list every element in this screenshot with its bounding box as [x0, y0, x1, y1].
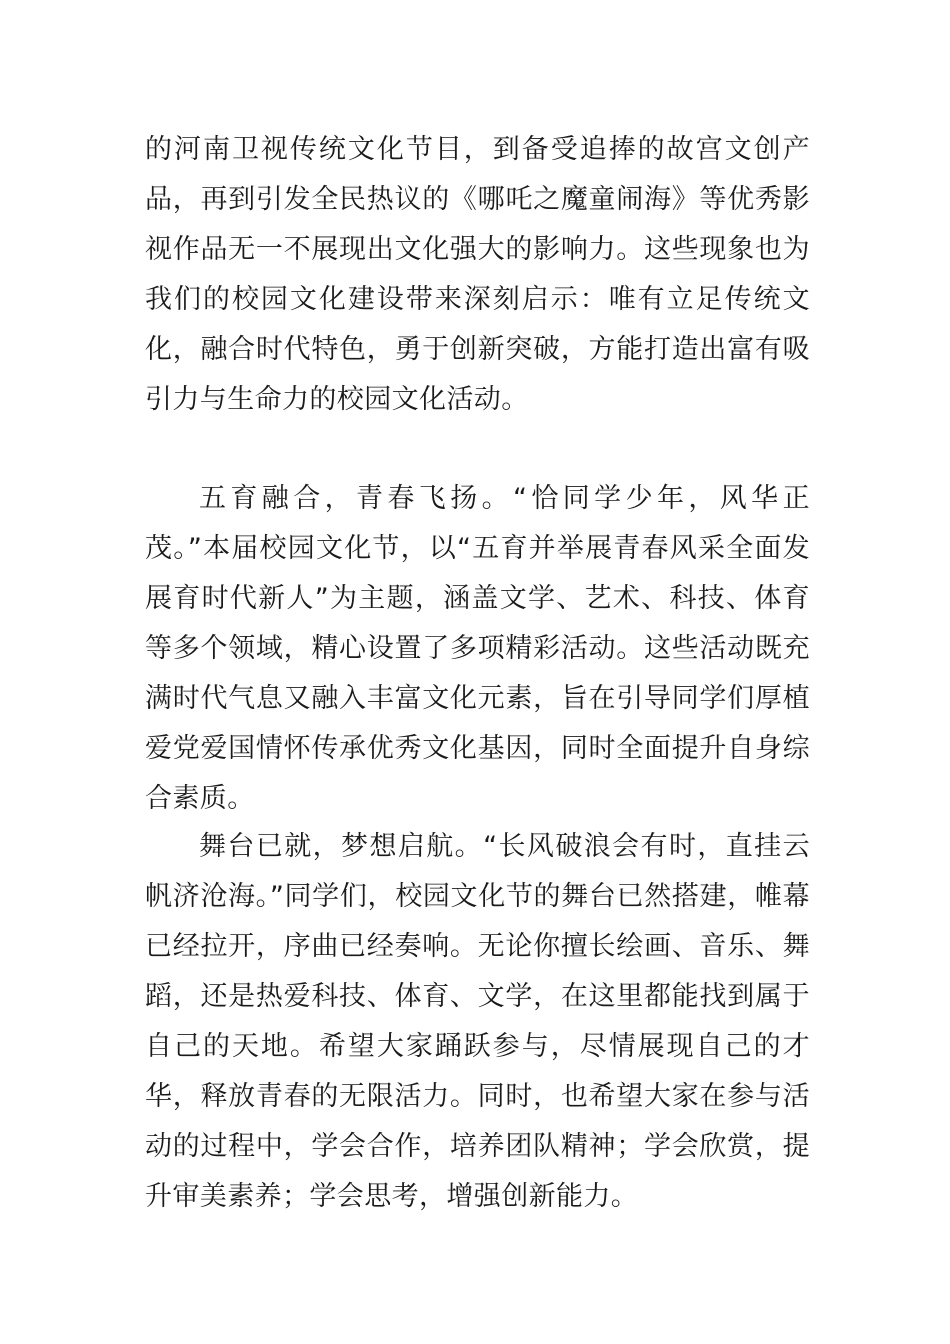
paragraph-text: 舞台已就，梦想启航。“长风破浪会有时，直挂云帆济沧海。”同学们，校园文化节的舞台已然搭建，帷幕已经拉开，序曲已经奏响。无论你擅长绘画、音乐、舞蹈，还是热爱科技、体育、文学，在这里都能找到属于自己的天地。希望大家踊跃参与，尽情展现自己的才华，释放青春的无限活力。同时，也希望大家在参与活动的过程中，学会合作，培养团队精神；学会欣赏，提升审美素养；学会思考，增强创新能力。: [145, 831, 810, 1212]
document-paragraph-2: [145, 474, 810, 824]
document-paragraph-1: [145, 125, 810, 425]
paragraph-text: 的河南卫视传统文化节目，到备受追捧的故宫文创产品，再到引发全民热议的《哪吒之魔童闹海》等优秀影视作品无一不展现出文化强大的影响力。这些现象也为我们的校园文化建设带来深刻启示：唯有立足传统文化，融合时代特色，勇于创新突破，方能打造出富有吸引力与生命力的校园文化活动。: [145, 134, 810, 415]
document-paragraph-3: [145, 822, 810, 1222]
paragraph-text: 五育融合，青春飞扬。“恰同学少年，风华正茂。”本届校园文化节，以“五育并举展青春风采全面发展育时代新人”为主题，涵盖文学、艺术、科技、体育等多个领域，精心设置了多项精彩活动。这些活动既充满时代气息又融入丰富文化元素，旨在引导同学们厚植爱党爱国情怀传承优秀文化基因，同时全面提升自身综合素质。: [145, 483, 810, 814]
